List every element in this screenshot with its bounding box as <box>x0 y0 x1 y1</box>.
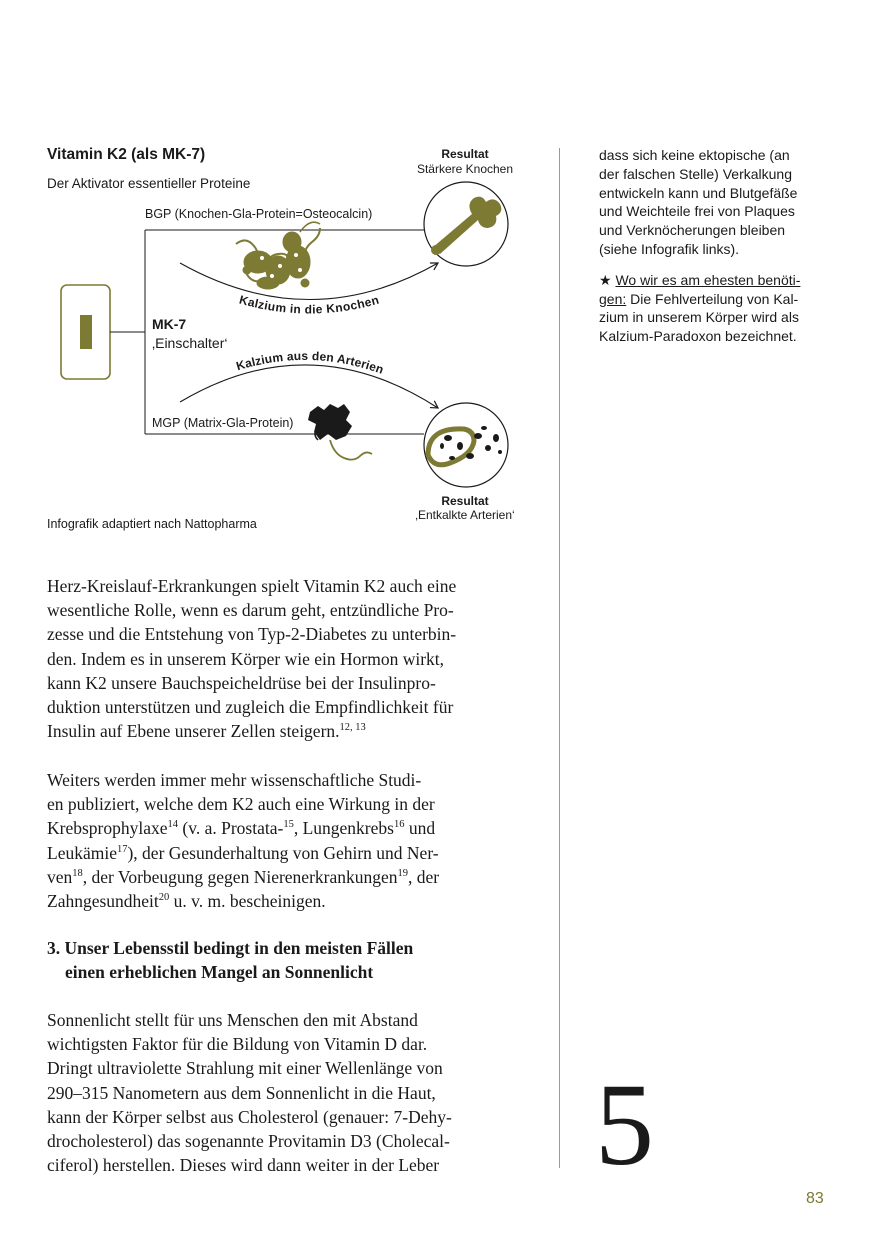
heading-line: einen erheblichen Mangel an Sonnenlicht <box>65 962 374 983</box>
arrow-bottom-label: Kalzium aus den Arterien <box>234 348 386 377</box>
sidebar-line: und Weichteile frei von Plaques <box>599 203 795 220</box>
infographic <box>0 0 560 560</box>
text-line: Weiters werden immer mehr wissenschaftliche Studi- <box>47 770 422 790</box>
text-segment: Zahngesundheit <box>47 891 159 912</box>
page-number: 83 <box>806 1190 824 1207</box>
text-segment: ), der Gesunderhaltung von Gehirn und Ner- <box>127 842 439 863</box>
star-icon: ★ <box>599 271 616 288</box>
sidebar-line <box>599 271 829 290</box>
footnote-ref: 12, 13 <box>339 722 366 734</box>
paragraph-1 <box>47 574 522 743</box>
text-line: wesentliche Rolle, wenn es darum geht, entzündliche Pro- <box>47 600 454 621</box>
text-line: wichtigsten Faktor für die Bildung von Vitamin D dar. <box>47 1034 428 1055</box>
text-line <box>47 841 522 865</box>
sidebar-line: der falschen Stelle) Verkalkung <box>599 165 792 182</box>
paragraph-3 <box>47 1008 522 1177</box>
infographic-subtitle: Der Aktivator essentieller Proteine <box>47 176 251 191</box>
sidebar-paragraph <box>599 146 829 259</box>
sidebar-line <box>599 290 829 309</box>
text-line: Sonnenlicht stellt für uns Menschen den mit Abstand <box>47 1010 418 1030</box>
infographic-diagram <box>0 0 560 560</box>
text-line: zesse und die Entstehung von Typ-2-Diabetes zu unterbin- <box>47 624 457 645</box>
text-line: en publiziert, welche dem K2 auch eine Wirkung in der <box>47 794 435 815</box>
text-line <box>47 719 522 743</box>
footnote-ref: 19 <box>397 867 409 879</box>
note-link[interactable]: gen: <box>599 290 627 307</box>
footnote-ref: 14 <box>167 819 179 831</box>
text-segment: , Lungenkrebs <box>293 818 394 839</box>
sidebar-line: dass sich keine ektopische (an <box>599 147 790 163</box>
text-line: kann der Körper selbst aus Cholesterol (genauer: 7-Dehy- <box>47 1106 452 1127</box>
text-line: den. Indem es in unserem Körper wie ein Hormon wirkt, <box>47 648 445 669</box>
text-segment: Leukämie <box>47 842 117 863</box>
result-top-text: Stärkere Knochen <box>416 162 514 176</box>
text-line: Herz-Kreislauf-Erkrankungen spielt Vitamin K2 auch eine <box>47 576 457 596</box>
bgp-protein-icon <box>236 222 320 289</box>
text-segment: Insulin auf Ebene unserer Zellen steigern. <box>47 721 340 742</box>
mk7-sublabel: ‚Einschalter‘ <box>152 335 228 351</box>
sidebar-line: und Verknöcherungen bleiben <box>599 222 786 239</box>
text-line: Dringt ultraviolette Strahlung mit einer Wellenlänge von <box>47 1058 443 1079</box>
footnote-ref: 18 <box>72 867 83 879</box>
bone-result-icon <box>424 182 508 266</box>
artery-result-icon <box>424 403 508 487</box>
text-segment: Die Fehlverteilung von Kal- <box>626 290 799 307</box>
note-link[interactable]: Wo wir es am ehesten benöti- <box>615 271 801 288</box>
text-segment: ven <box>47 866 73 887</box>
text-line: kann K2 unsere Bauchspeicheldrüse bei der Insulinpro- <box>47 672 436 693</box>
bgp-label: BGP (Knochen-Gla-Protein=Osteocalcin) <box>145 207 373 221</box>
text-segment: Krebsprophylaxe <box>47 818 168 839</box>
text-line: duktion unterstützen und zugleich die Empfindlichkeit für <box>47 697 454 718</box>
footnote-ref: 15 <box>283 819 294 831</box>
text-line: drocholesterol) das sogenannte Provitamin D3 (Cholecal- <box>47 1131 450 1152</box>
result-bottom-heading: Resultat <box>441 494 489 508</box>
text-segment: u. v. m. bescheinigen. <box>169 891 326 912</box>
sidebar-note <box>599 271 829 346</box>
text-segment: , der <box>408 866 440 887</box>
sidebar <box>599 146 829 346</box>
footnote-ref: 20 <box>158 892 170 904</box>
sidebar-line: zium in unserem Körper wird als <box>599 309 799 326</box>
text-line <box>47 865 522 889</box>
mk7-capsule-icon <box>61 285 110 379</box>
mgp-protein-icon <box>308 404 372 460</box>
arrow-top-label: Kalzium in die Knochen <box>237 292 381 317</box>
result-bottom-text: ‚Entkalkte Arterien‘ <box>415 508 515 522</box>
result-top-heading: Resultat <box>441 147 489 161</box>
section-heading <box>47 936 522 984</box>
sidebar-line: Kalzium-Paradoxon bezeichnet. <box>599 328 797 345</box>
chapter-number: 5 <box>595 1059 654 1190</box>
paragraph-2 <box>47 768 522 913</box>
infographic-credit: Infografik adaptiert nach Nattopharma <box>47 517 257 531</box>
footnote-ref: 17 <box>116 843 128 855</box>
text-segment: und <box>404 818 436 839</box>
text-segment: (v. a. Prostata- <box>178 818 284 839</box>
column-divider <box>559 148 560 1168</box>
mgp-label: MGP (Matrix-Gla-Protein) <box>152 416 294 430</box>
text-line <box>47 889 522 913</box>
sidebar-line: (siehe Infografik links). <box>599 240 740 257</box>
text-segment: , der Vorbeugung gegen Nierenerkrankungen <box>82 866 398 887</box>
sidebar-line: entwickeln kann und Blutgefäße <box>599 184 798 201</box>
text-line: ciferol) herstellen. Dieses wird dann weiter in der Leber <box>47 1155 440 1176</box>
footnote-ref: 16 <box>393 819 405 831</box>
infographic-title: Vitamin K2 (als MK-7) <box>47 146 206 163</box>
mk7-label: MK-7 <box>152 316 187 332</box>
text-line <box>47 816 522 840</box>
heading-line: 3. Unser Lebensstil bedingt in den meisten Fällen <box>47 938 414 958</box>
arrow-calcium-from-arteries <box>180 365 438 408</box>
text-line: 290–315 Nanometern aus dem Sonnenlicht in die Haut, <box>47 1082 436 1103</box>
